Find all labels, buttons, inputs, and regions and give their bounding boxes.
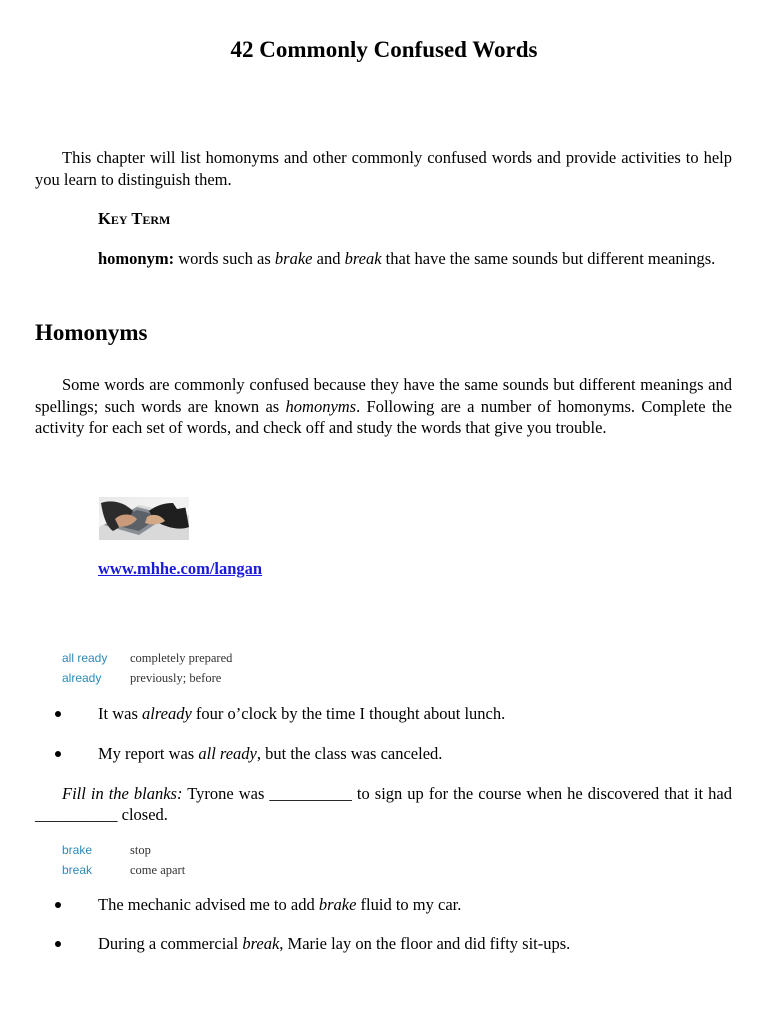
word-pair-table-2 bbox=[62, 841, 185, 880]
word-pair-row bbox=[62, 861, 185, 881]
word-pair-row bbox=[62, 841, 185, 861]
bullet-item: It was already four o’clock by the time I thought about lunch. bbox=[98, 703, 732, 725]
word-term: already bbox=[62, 670, 102, 685]
word-pair-row bbox=[62, 669, 232, 689]
key-term-definition: homonym: words such as brake and break that have the same sounds but different meanings. bbox=[98, 249, 716, 268]
word-term: break bbox=[62, 862, 93, 877]
word-gloss: come apart bbox=[130, 862, 186, 877]
key-term-heading: Key Term bbox=[98, 209, 171, 228]
hands-on-keyboard-image bbox=[99, 497, 189, 540]
word-gloss: previously; before bbox=[130, 670, 222, 685]
example-brake: brake bbox=[274, 249, 313, 268]
bullet-item: During a commercial break, Marie lay on the floor and did fifty sit-ups. bbox=[98, 933, 732, 955]
section-heading: Homonyms bbox=[35, 320, 148, 345]
bullet-item: The mechanic advised me to add brake fluid to my car. bbox=[98, 894, 732, 916]
section-paragraph: Some words are commonly confused because they have the same sounds but different meanings and spellings; such words are known as homonyms. Following are a number of homonyms. Complete the activity for each set of words, and check off and study the words that give you trouble. bbox=[35, 375, 732, 437]
example-break: break bbox=[344, 249, 382, 268]
bullet-dot-icon bbox=[55, 941, 61, 947]
word-pair-table-1 bbox=[62, 649, 232, 688]
word-gloss: stop bbox=[130, 843, 151, 857]
fill-in-blanks-exercise: Fill in the blanks: Tyrone was __________ to sign up for the course when he discovered that it had __________ closed. bbox=[35, 784, 732, 824]
word-term: brake bbox=[62, 843, 93, 857]
exercise-label: Fill in the blanks: bbox=[62, 784, 183, 803]
bullet-dot-icon bbox=[55, 711, 61, 717]
website-link[interactable]: www.mhhe.com/langan bbox=[98, 559, 263, 578]
bullet-dot-icon bbox=[55, 902, 61, 908]
bullet-dot-icon bbox=[55, 751, 61, 757]
chapter-title: 42 Commonly Confused Words bbox=[230, 37, 538, 62]
key-term-word: homonym: bbox=[98, 249, 175, 268]
word-term: all ready bbox=[62, 651, 108, 665]
bullet-item: My report was all ready, but the class was canceled. bbox=[98, 743, 732, 765]
intro-paragraph: This chapter will list homonyms and other commonly confused words and provide activities to help you learn to distinguish them. bbox=[35, 148, 732, 189]
word-gloss: completely prepared bbox=[130, 651, 233, 665]
word-pair-row bbox=[62, 649, 232, 669]
